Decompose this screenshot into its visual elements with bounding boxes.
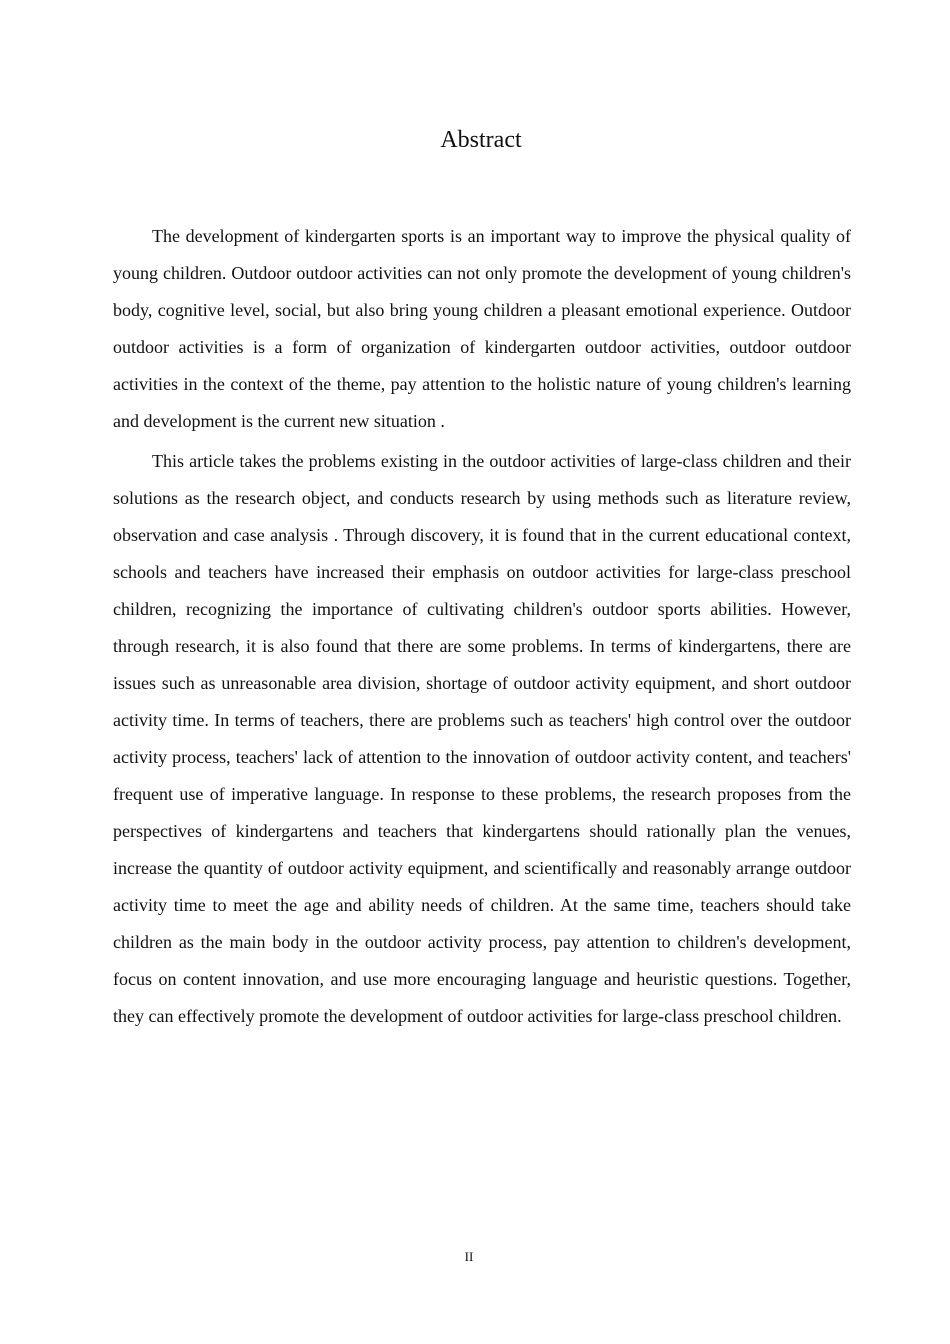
abstract-body — [113, 218, 851, 1038]
abstract-paragraph-1: The development of kindergarten sports is an important way to improve the physical quality of young children. Outdoor outdoor activities can not only promote the development of young children's body, cognitive level, social, but also bring young children a pleasant emotional experience. Outdoor outdoor activities is a form of organization of kindergarten outdoor activities, outdoor outdoor activities in the context of the theme, pay attention to the holistic nature of young children's learning and development is the current new situation . — [113, 226, 851, 431]
page-number: II — [464, 1249, 474, 1264]
abstract-title: Abstract — [440, 127, 522, 153]
abstract-paragraph-2: This article takes the problems existing in the outdoor activities of large-class children and their solutions as the research object, and conducts research by using methods such as literature review, observation and case analysis . Through discovery, it is found that in the current educational context, schools and teachers have increased their emphasis on outdoor activities for large-class preschool children, recognizing the importance of cultivating children's outdoor sports abilities. However, through research, it is also found that there are some problems. In terms of kindergartens, there are issues such as unreasonable area division, shortage of outdoor activity equipment, and short outdoor activity time. In terms of teachers, there are problems such as teachers' high control over the outdoor activity process, teachers' lack of attention to the innovation of outdoor activity content, and teachers' frequent use of imperative language. In response to these problems, the research proposes from the perspectives of kindergartens and teachers that kindergartens should rationally plan the venues, increase the quantity of outdoor activity equipment, and scientifically and reasonably arrange outdoor activity time to meet the age and ability needs of children. At the same time, teachers should take children as the main body in the outdoor activity process, pay attention to children's development, focus on content innovation, and use more encouraging language and heuristic questions. Together, they can effectively promote the development of outdoor activities for large-class preschool children. — [113, 451, 851, 1026]
